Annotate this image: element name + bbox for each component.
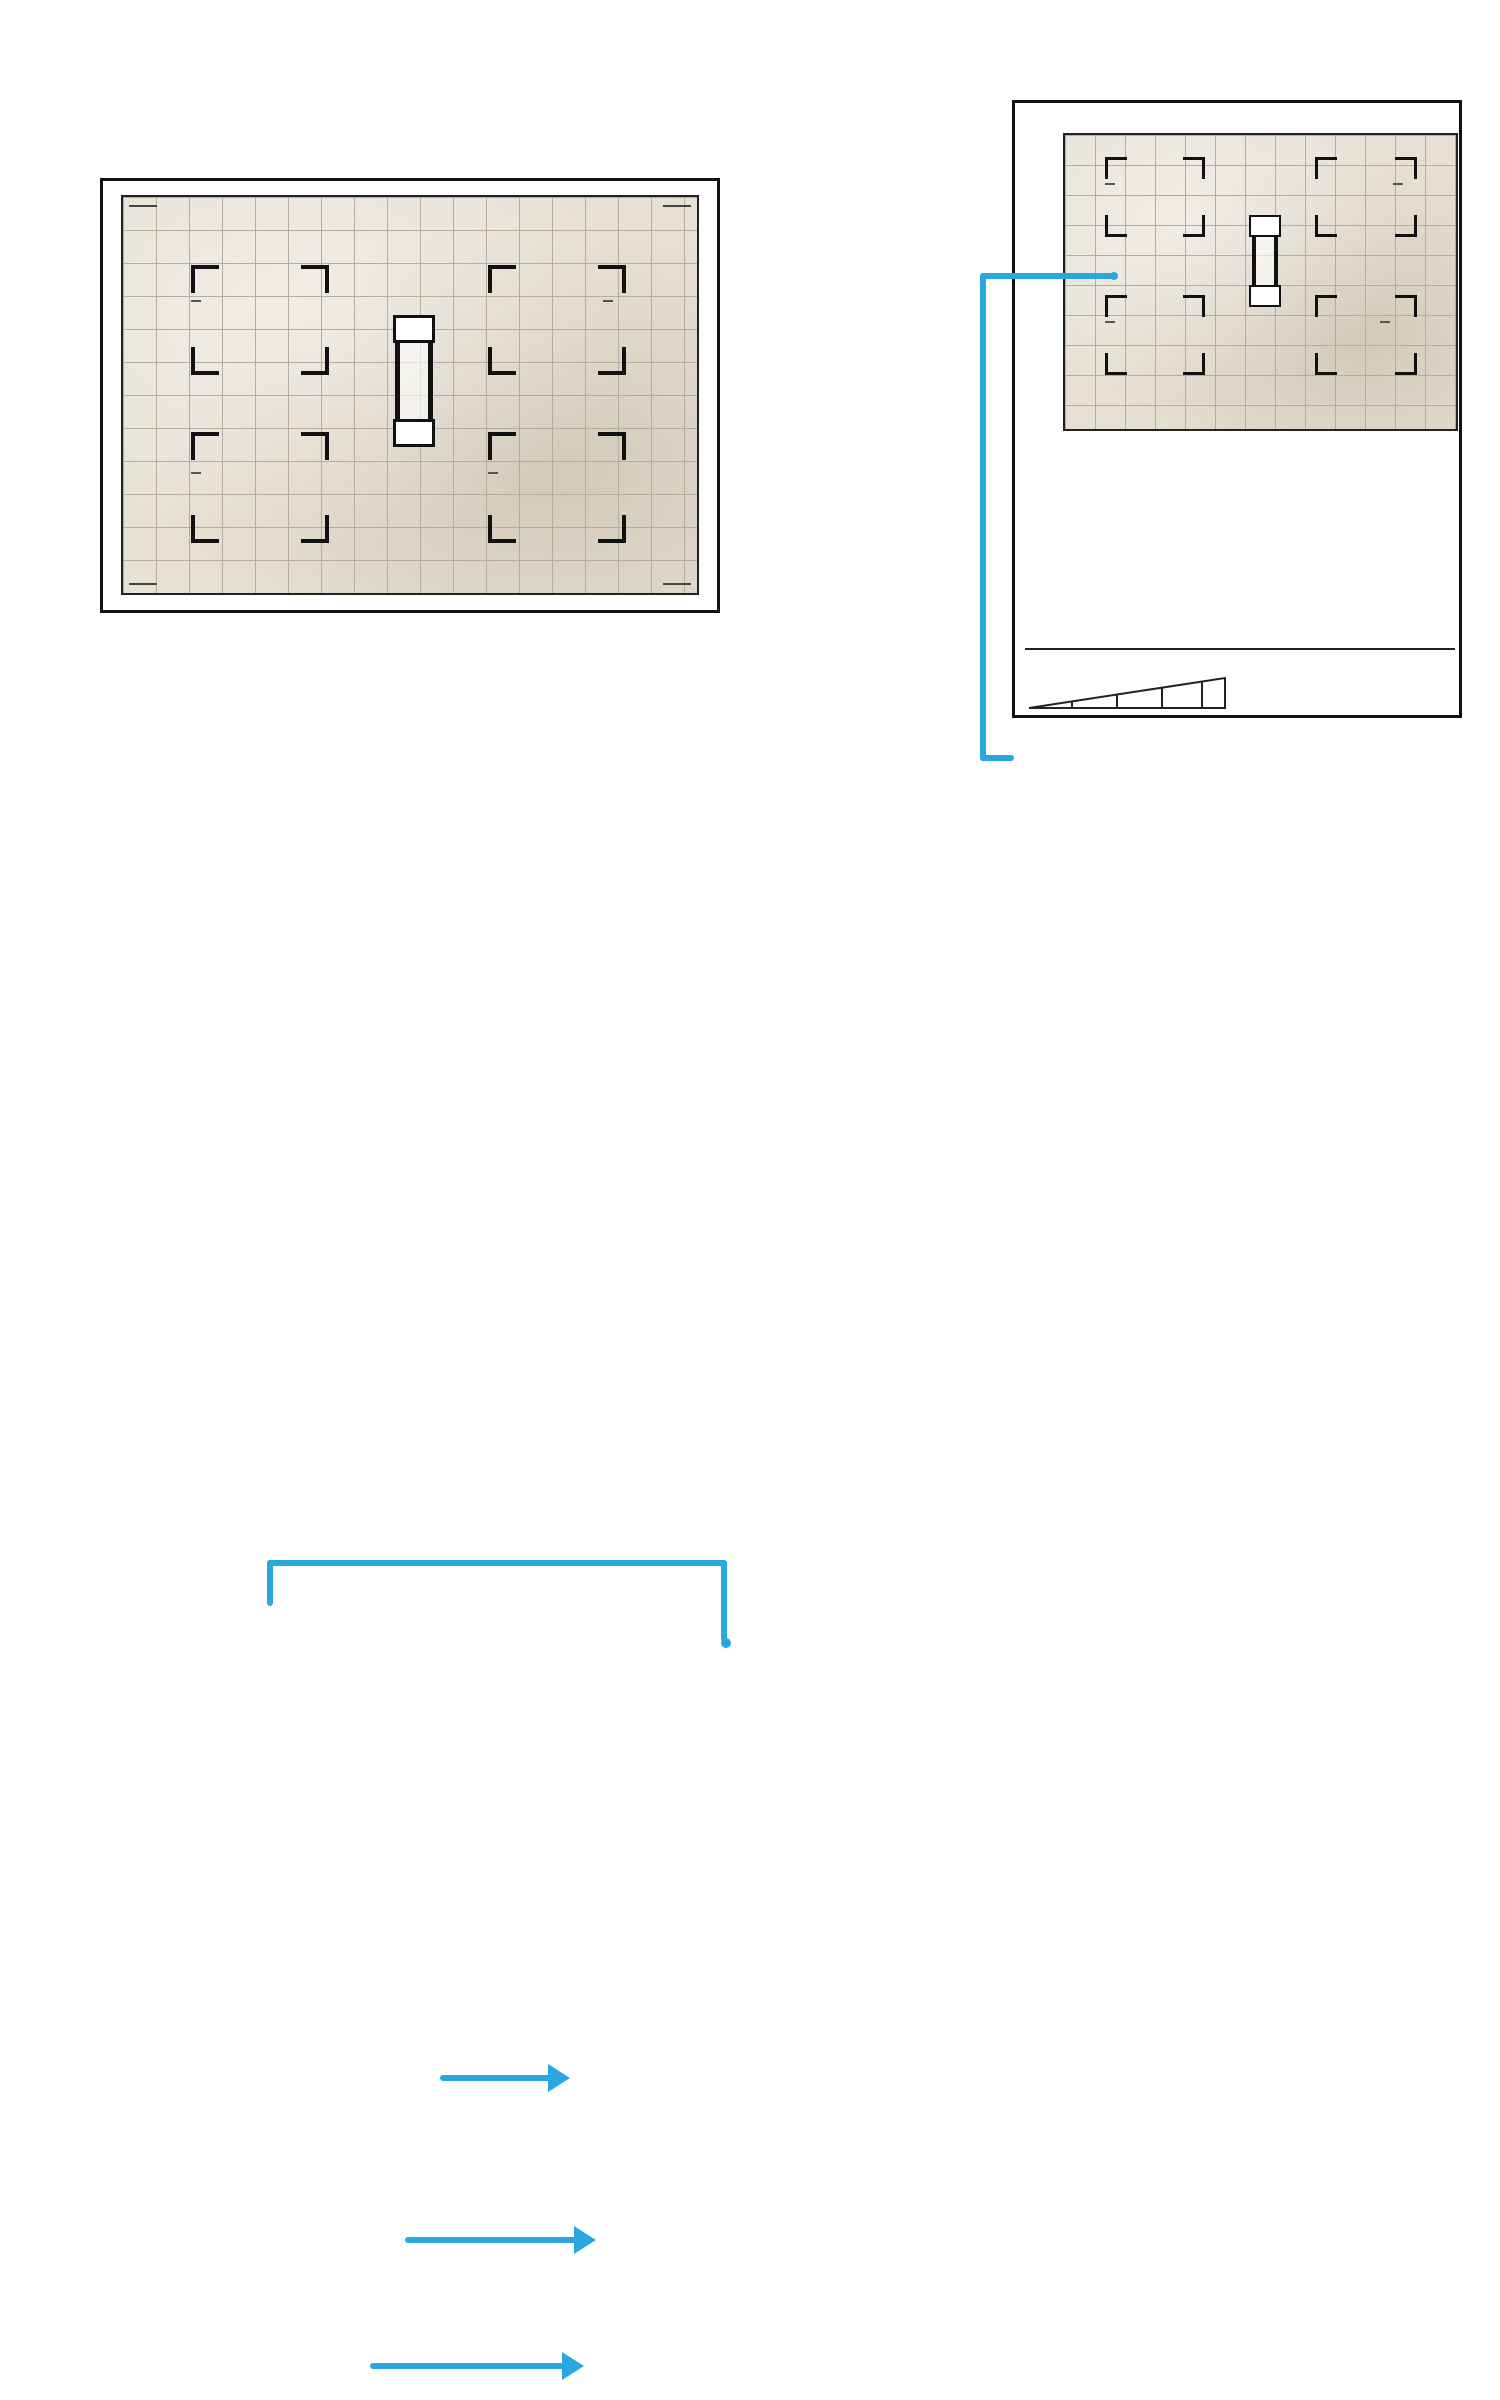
fuse-box-marker bbox=[663, 205, 691, 207]
arrow-line bbox=[440, 2075, 558, 2081]
arrow-line bbox=[370, 2363, 570, 2369]
arrow-line bbox=[980, 755, 1014, 761]
arrow-line bbox=[267, 1560, 273, 1606]
arrow-line bbox=[405, 2237, 583, 2243]
fuse-box-marker bbox=[663, 583, 691, 585]
generator-label-g2 bbox=[603, 300, 613, 302]
fuse-box-marker bbox=[129, 205, 157, 207]
arrow-head bbox=[574, 2226, 598, 2254]
generator-label-g3 bbox=[191, 472, 201, 474]
spirit-meter bbox=[1025, 648, 1455, 710]
spirit-meter-gauge bbox=[1027, 674, 1227, 710]
arrow-head bbox=[562, 2352, 586, 2380]
ghost-base-top bbox=[393, 315, 435, 343]
ghost-base-bottom bbox=[393, 419, 435, 447]
arrow-line bbox=[267, 1560, 727, 1566]
main-board-grid bbox=[121, 195, 699, 595]
arrow-line bbox=[980, 273, 986, 761]
fuse-box-marker bbox=[129, 583, 157, 585]
arrow-line bbox=[980, 273, 1114, 279]
generator-label-g1 bbox=[191, 300, 201, 302]
ghost-base-corridor bbox=[395, 335, 433, 427]
main-board-card bbox=[100, 178, 720, 613]
arrow-head bbox=[548, 2064, 572, 2092]
generator-label-g4 bbox=[488, 472, 498, 474]
arrow-dot bbox=[721, 1638, 731, 1648]
arrow-line bbox=[721, 1560, 727, 1642]
ghost-grid bbox=[1063, 133, 1458, 431]
ghost-tableau-card bbox=[1012, 100, 1462, 718]
